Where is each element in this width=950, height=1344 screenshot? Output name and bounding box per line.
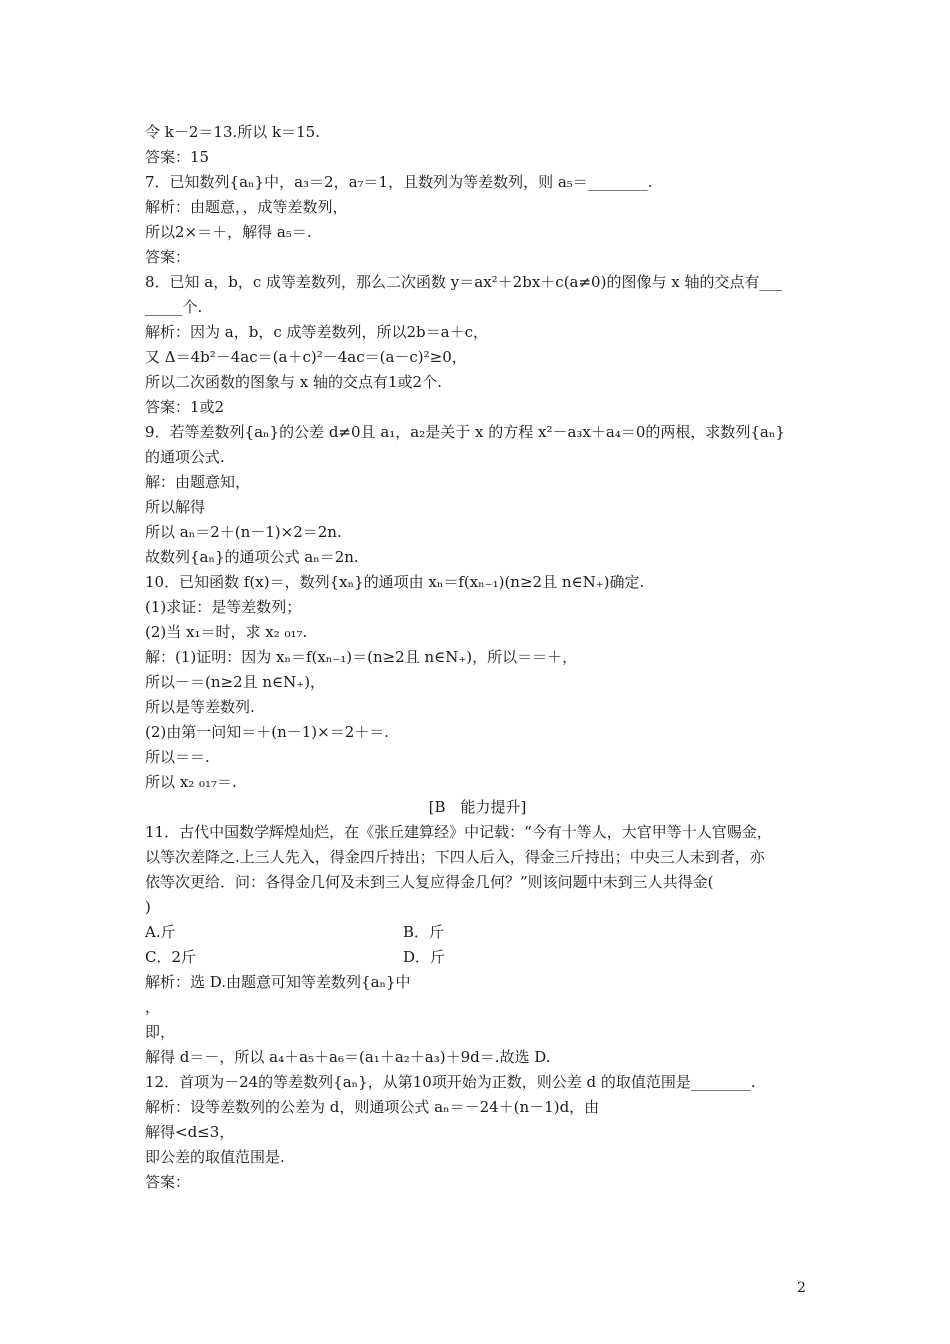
text-line: 即，	[145, 1023, 176, 1041]
question-11-options	[145, 920, 810, 970]
text-line: ，	[145, 998, 161, 1016]
text-line: 所以2×＝＋，解得 a₅＝.	[145, 223, 312, 241]
text-line: 所以二次函数的图象与 x 轴的交点有1或2个.	[145, 373, 442, 391]
text-line: 答案：15	[145, 148, 210, 166]
text-block-questions-7-10	[145, 120, 810, 795]
question-11	[145, 820, 810, 920]
text-line: 解得<d≤3，	[145, 1123, 235, 1141]
answer-option: D．斤	[403, 948, 446, 966]
text-line: 所以－＝(n≥2且 n∈N₊)，	[145, 673, 326, 691]
text-line: (2)由第一问知＝＋(n－1)×＝2＋＝.	[145, 723, 390, 741]
text-line: (1)求证：是等差数列；	[145, 598, 302, 616]
option-row	[145, 945, 810, 970]
text-line: 解析：由题意，，成等差数列，	[145, 198, 348, 216]
text-line: 答案：1或2	[145, 398, 225, 416]
page-content	[145, 120, 810, 1195]
text-block-questions-11-12	[145, 970, 810, 1195]
question-line: 以等次差降之.上三人先入，得金四斤持出；下四人后入，得金三斤持出；中央三人未到者，亦	[145, 848, 765, 866]
text-line: 答案：	[145, 248, 191, 266]
question-line: )	[145, 898, 151, 916]
text-line: 8．已知 a，b，c 成等差数列，那么二次函数 y＝ax²＋2bx＋c(a≠0)的图像与 x 轴的交点有___	[145, 273, 782, 291]
text-line: 9．若等差数列{aₙ}的公差 d≠0且 a₁，a₂是关于 x 的方程 x²－a₃x＋a₄＝0的两根，求数列{aₙ}	[145, 423, 785, 441]
text-line: 所以 aₙ＝2＋(n－1)×2＝2n.	[145, 523, 342, 541]
option-row	[145, 920, 810, 945]
text-line: 所以解得	[145, 498, 206, 516]
question-line: 依等次更给．问：各得金几何及未到三人复应得金几何？”则该问题中未到三人共得金(	[145, 873, 714, 891]
text-line: _____个.	[145, 298, 203, 316]
text-line: 10．已知函数 f(x)＝，数列{xₙ}的通项由 xₙ＝f(xₙ₋₁)(n≥2且 n∈N₊)确定.	[145, 573, 645, 591]
text-line: 7．已知数列{aₙ}中，a₃＝2，a₇＝1，且数列为等差数列，则 a₅＝________.	[145, 173, 653, 191]
text-line: 解析：选 D.由题意可知等差数列{aₙ}中	[145, 973, 411, 991]
question-line: 11．古代中国数学辉煌灿烂，在《张丘建算经》中记载：“今有十等人，大官甲等十人官赐金，	[145, 823, 772, 841]
text-line: (2)当 x₁＝时，求 x₂ ₀₁₇.	[145, 623, 308, 641]
answer-option: A.斤	[145, 923, 176, 941]
text-line: 的通项公式.	[145, 448, 225, 466]
text-line: 答案：	[145, 1173, 191, 1191]
text-line: 解析：因为 a，b，c 成等差数列，所以2b＝a＋c，	[145, 323, 488, 341]
text-line: 解得 d＝－，所以 a₄＋a₅＋a₆＝(a₁＋a₂＋a₃)＋9d＝.故选 D.	[145, 1048, 551, 1066]
text-line: 解析：设等差数列的公差为 d，则通项公式 aₙ＝－24＋(n－1)d，由	[145, 1098, 600, 1116]
page-number: 2	[797, 1280, 806, 1296]
text-line: 令 k－2＝13.所以 k＝15.	[145, 123, 320, 141]
answer-option: B．斤	[403, 923, 445, 941]
section-title: [B 能力提升]	[428, 798, 527, 816]
text-line: 又 Δ＝4b²－4ac＝(a＋c)²－4ac＝(a－c)²≥0，	[145, 348, 467, 366]
answer-option: C．2斤	[145, 948, 197, 966]
text-line: 即公差的取值范围是.	[145, 1148, 285, 1166]
text-line: 12．首项为－24的等差数列{aₙ}，从第10项开始为正数，则公差 d 的取值范围是________.	[145, 1073, 756, 1091]
text-line: 解：(1)证明：因为 xₙ＝f(xₙ₋₁)＝(n≥2且 n∈N₊)，所以＝＝＋，	[145, 648, 578, 666]
text-line: 所以是等差数列.	[145, 698, 255, 716]
text-line: 所以＝＝.	[145, 748, 210, 766]
text-line: 故数列{aₙ}的通项公式 aₙ＝2n.	[145, 548, 359, 566]
text-line: 所以 x₂ ₀₁₇＝.	[145, 773, 237, 791]
text-line: 解：由题意知，	[145, 473, 251, 491]
